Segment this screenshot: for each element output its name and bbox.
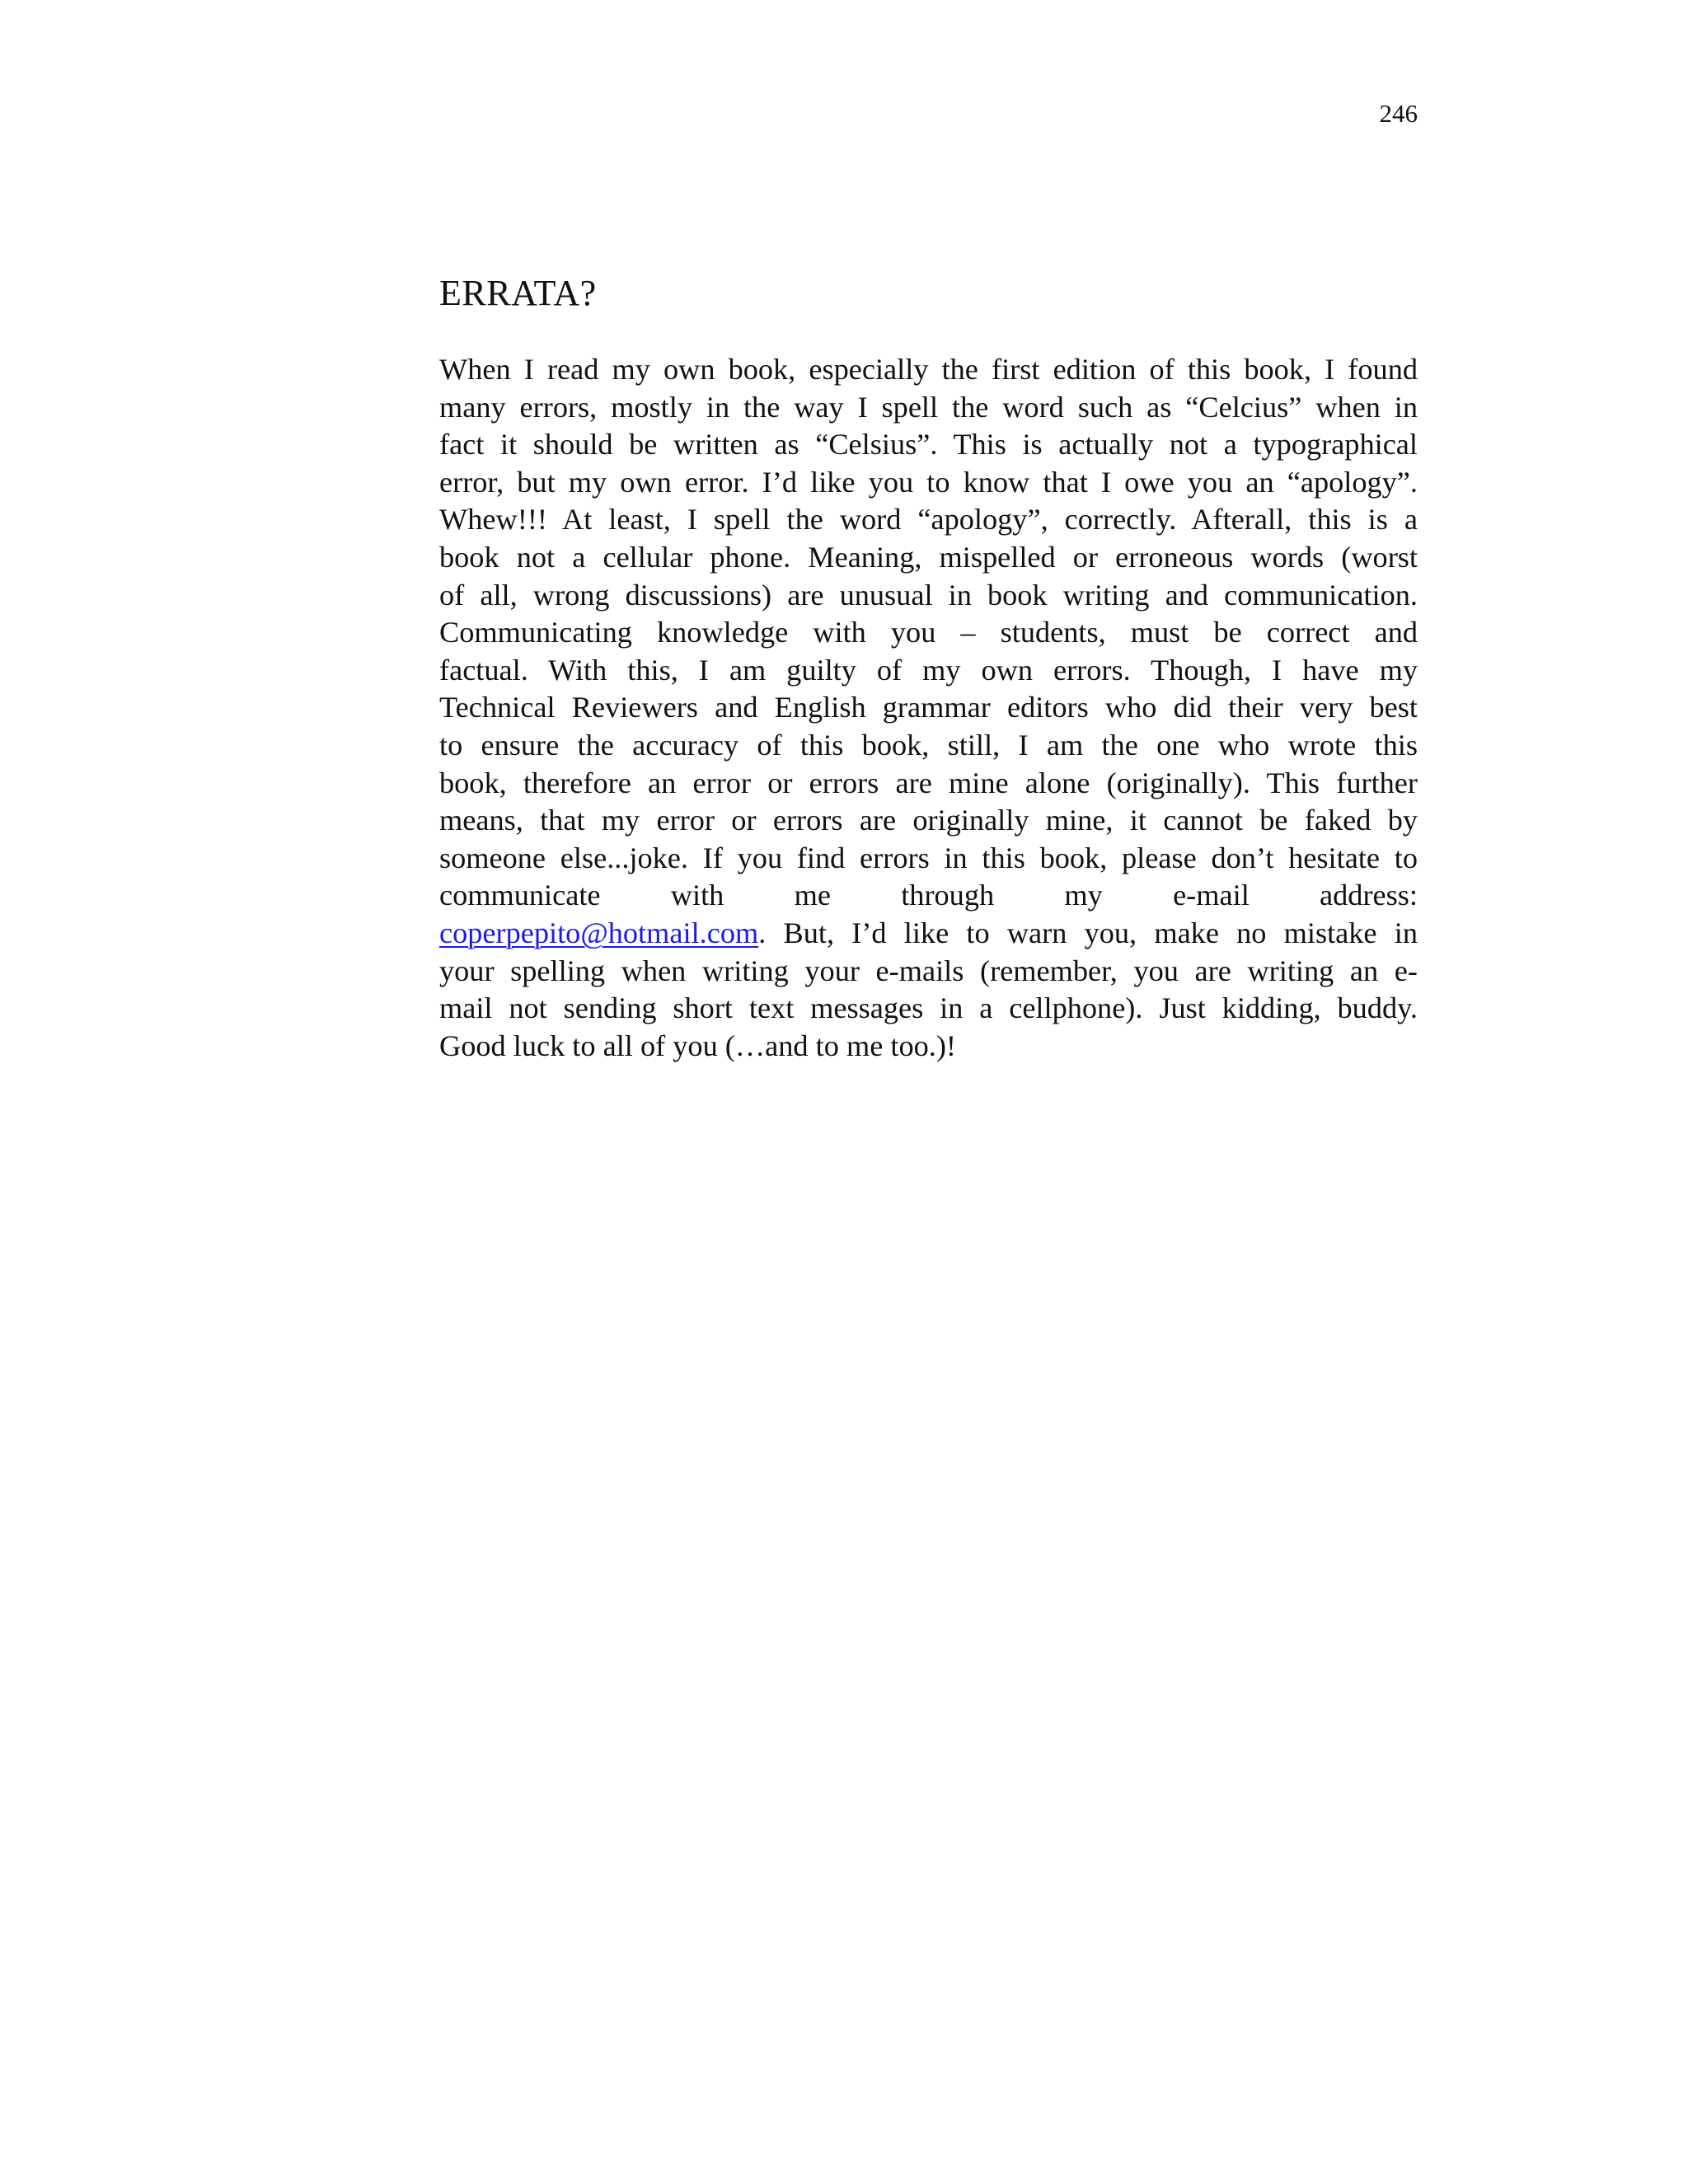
body-line: Whew!!! At least, I spell the word “apology”, correctly. Afterall, this is a — [439, 503, 1418, 537]
body-line: means, that my error or errors are originally mine, it cannot be faked by — [439, 804, 1418, 837]
body-line: communicate with me through my e-mail address: — [439, 879, 1418, 912]
page-title: ERRATA? — [439, 273, 597, 313]
body-line: error, but my own error. I’d like you to know that I owe you an “apology”. — [439, 465, 1418, 499]
body-text-fragment: . But, I’d like to warn you, make no mistake in — [758, 916, 1418, 949]
body-line: When I read my own book, especially the first edition of this book, I found — [439, 353, 1418, 386]
body-line: your spelling when writing your e-mails (remember, you are writing an e- — [439, 954, 1418, 987]
body-paragraph — [439, 351, 1418, 1065]
body-line: Good luck to all of you (…and to me too.)! — [439, 1029, 957, 1062]
body-line: of all, wrong discussions) are unusual in book writing and communication. — [439, 578, 1418, 612]
body-line: to ensure the accuracy of this book, still, I am the one who wrote this — [439, 728, 1418, 762]
page-number: 246 — [1379, 99, 1418, 128]
body-line: book not a cellular phone. Meaning, mispelled or erroneous words (worst — [439, 540, 1418, 574]
body-line: Communicating knowledge with you – students, must be correct and — [439, 616, 1418, 649]
body-line: many errors, mostly in the way I spell the word such as “Celcius” when in — [439, 390, 1418, 424]
body-line: mail not sending short text messages in a cellphone). Just kidding, buddy. — [439, 991, 1418, 1025]
body-line: fact it should be written as “Celsius”. This is actually not a typographical — [439, 428, 1418, 462]
body-line: Technical Reviewers and English grammar editors who did their very best — [439, 691, 1418, 724]
email-line — [439, 915, 1418, 953]
body-line: factual. With this, I am guilty of my own errors. Though, I have my — [439, 653, 1418, 687]
body-line: book, therefore an error or errors are mine alone (originally). This further — [439, 766, 1418, 799]
body-line: someone else...joke. If you find errors in this book, please don’t hesitate to — [439, 841, 1418, 874]
email-link[interactable]: coperpepito@hotmail.com — [439, 916, 759, 949]
